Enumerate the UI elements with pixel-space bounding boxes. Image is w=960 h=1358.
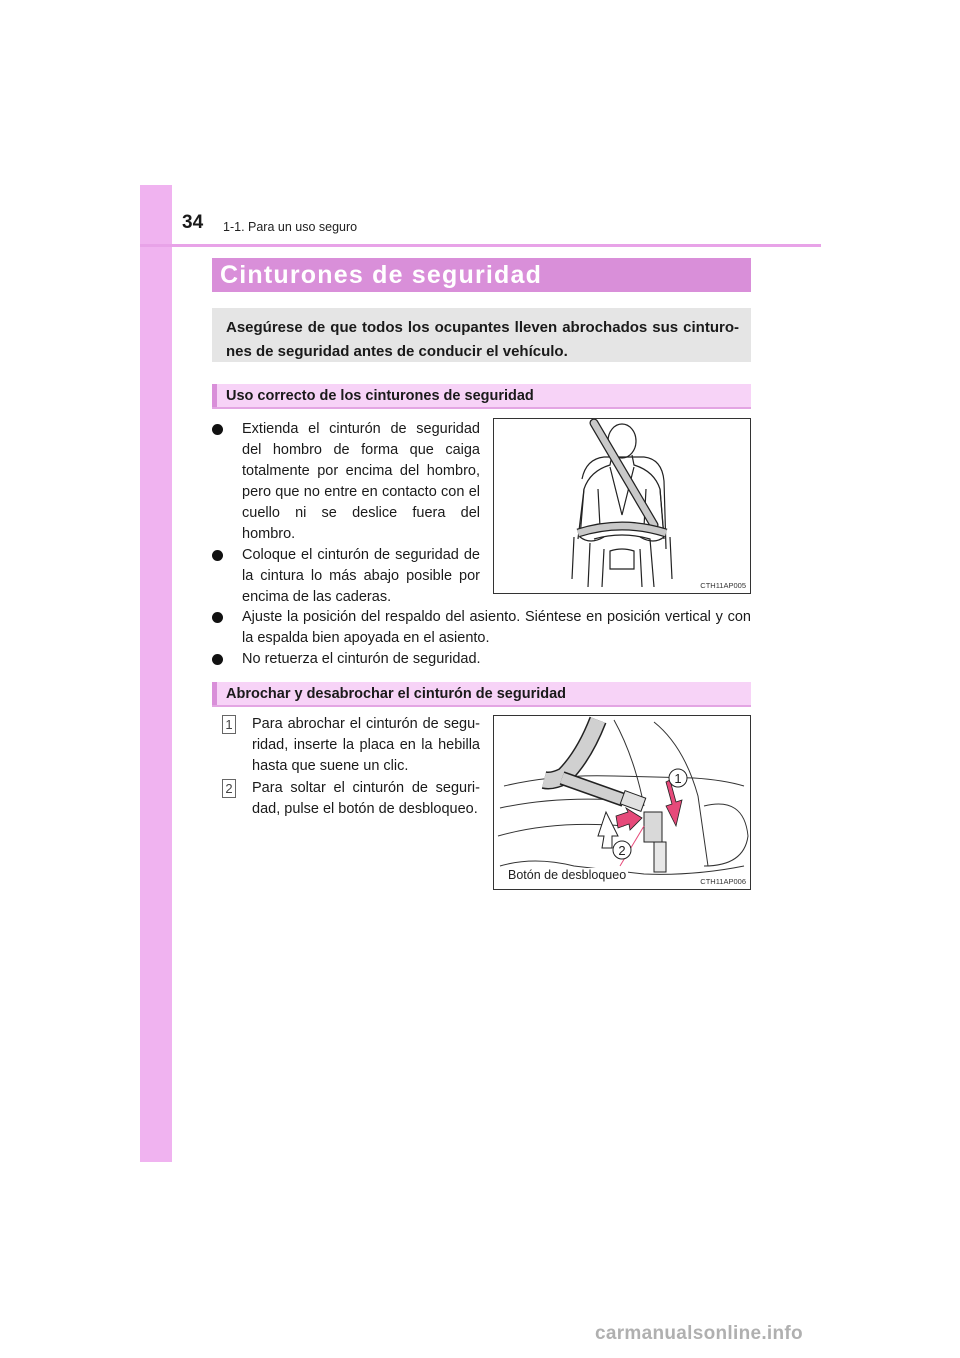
buckle-illustration bbox=[494, 716, 750, 889]
title-bar bbox=[212, 258, 751, 292]
figure-code: CTH11AP005 bbox=[700, 581, 746, 590]
bullet-dot-icon bbox=[212, 424, 223, 435]
bullet-item: No retuerza el cinturón de seguridad. bbox=[212, 649, 751, 670]
section-heading-text: Abrochar y desabrochar el cinturón de seguridad bbox=[226, 686, 567, 702]
step-number: 2 bbox=[222, 779, 236, 798]
step-item: 2 Para soltar el cinturón de seguri-dad, pulse el botón de desbloqueo. bbox=[222, 778, 480, 820]
watermark: carmanualsonline.info bbox=[595, 1323, 803, 1344]
bullet-dot-icon bbox=[212, 654, 223, 665]
bullet-dot-icon bbox=[212, 612, 223, 623]
bullet-item: Coloque el cinturón de seguridad de la cintura lo más abajo posible por encima de las caderas. bbox=[212, 545, 480, 608]
figure-seated-occupant bbox=[493, 418, 751, 594]
figure-buckle bbox=[493, 715, 751, 890]
release-button-label: Botón de desbloqueo bbox=[508, 868, 627, 882]
callout-1: 1 bbox=[674, 771, 682, 786]
seatbelt-posture-illustration bbox=[494, 419, 750, 593]
intro-box bbox=[212, 308, 751, 362]
running-head: 1-1. Para un uso seguro bbox=[223, 220, 358, 234]
bullet-dot-icon bbox=[212, 550, 223, 561]
section-heading-text: Uso correcto de los cinturones de seguridad bbox=[226, 388, 534, 404]
chapter-side-tab bbox=[140, 185, 172, 1162]
step-number: 1 bbox=[222, 715, 236, 734]
page-number: 34 bbox=[182, 212, 204, 233]
section-heading-uso-correcto bbox=[212, 384, 751, 409]
bullet-item: Extienda el cinturón de seguridad del hombro de forma que caiga totalmente por encima del hombro, pero que no entre en contacto con el cuello ni se deslice fuera del hombro. bbox=[212, 419, 480, 545]
step-item: 1 Para abrochar el cinturón de segu-ridad, inserte la placa en la hebilla hasta que suene un clic. bbox=[222, 714, 480, 777]
section-heading-abrochar bbox=[212, 682, 751, 707]
header-rule bbox=[140, 244, 821, 247]
figure-code: CTH11AP006 bbox=[700, 877, 746, 886]
intro-text: Asegúrese de que todos los ocupantes lleven abrochados sus cinturo-nes de seguridad antes de conducir el vehículo. bbox=[226, 319, 739, 360]
callout-2: 2 bbox=[618, 843, 626, 858]
page-title: Cinturones de seguridad bbox=[220, 261, 543, 289]
bullet-item: Ajuste la posición del respaldo del asiento. Siéntese en posición vertical y con la espalda bien apoyada en el asiento. bbox=[212, 607, 751, 649]
